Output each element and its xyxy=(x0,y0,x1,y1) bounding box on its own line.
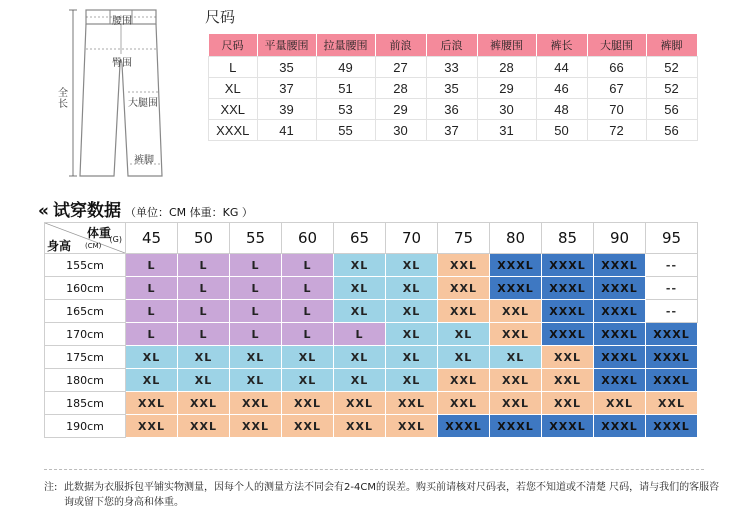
size-chart-row xyxy=(209,120,698,141)
weight-header: 45 xyxy=(126,223,178,254)
fit-size-cell: XL xyxy=(386,323,438,346)
fit-size-cell: XXXL xyxy=(542,254,594,277)
height-header: 165cm xyxy=(45,300,126,323)
waist-label: 腰围 xyxy=(112,16,132,27)
fit-size-cell: XL xyxy=(178,346,230,369)
fit-size-cell: XXL xyxy=(178,392,230,415)
size-chart-cell: XXXL xyxy=(209,120,258,141)
size-chart-cell: 46 xyxy=(536,78,587,99)
size-chart-cell: 35 xyxy=(257,57,316,78)
fit-size-cell: XXL xyxy=(542,392,594,415)
thigh-label: 大腿围 xyxy=(128,98,158,109)
size-chart-title: 尺码 xyxy=(205,8,236,26)
fit-size-cell: XXL xyxy=(542,346,594,369)
fit-grid-header-row xyxy=(45,223,698,254)
fit-grid-row xyxy=(45,415,698,438)
fit-size-cell: XXXL xyxy=(594,415,646,438)
fit-size-cell: L xyxy=(230,277,282,300)
fit-size-cell: -- xyxy=(646,277,698,300)
size-chart-cell: 52 xyxy=(646,57,697,78)
weight-header: 85 xyxy=(542,223,594,254)
fit-size-cell: XXXL xyxy=(542,323,594,346)
fit-size-cell: L xyxy=(126,300,178,323)
fit-size-cell: XL xyxy=(334,254,386,277)
size-chart-row xyxy=(209,99,698,120)
double-chevron-icon: « xyxy=(38,201,49,221)
fit-size-cell: XXL xyxy=(438,300,490,323)
fit-size-cell: XL xyxy=(334,346,386,369)
size-chart-cell: 27 xyxy=(375,57,426,78)
fit-size-cell: XXL xyxy=(386,392,438,415)
size-chart-cell: 67 xyxy=(587,78,646,99)
size-chart-header: 裤长 xyxy=(536,34,587,57)
fit-size-cell: L xyxy=(230,323,282,346)
size-chart-cell: 48 xyxy=(536,99,587,120)
fit-size-cell: XL xyxy=(178,369,230,392)
fit-size-cell: XXL xyxy=(334,415,386,438)
size-chart-row xyxy=(209,57,698,78)
fit-size-cell: XXXL xyxy=(594,323,646,346)
size-chart-cell: 33 xyxy=(426,57,477,78)
weight-header: 75 xyxy=(438,223,490,254)
fit-size-cell: XL xyxy=(438,323,490,346)
fit-data-title: 试穿数据 xyxy=(52,201,121,221)
fit-size-cell: L xyxy=(178,300,230,323)
weight-header: 65 xyxy=(334,223,386,254)
fit-size-cell: XL xyxy=(282,369,334,392)
fit-grid-corner xyxy=(45,223,126,254)
corner-height-unit: (CM) xyxy=(85,242,102,250)
fit-size-cell: XXL xyxy=(386,415,438,438)
fit-size-cell: XXXL xyxy=(594,369,646,392)
fit-grid-row xyxy=(45,392,698,415)
fit-size-cell: L xyxy=(178,323,230,346)
size-chart-cell: 66 xyxy=(587,57,646,78)
fit-size-cell: XL xyxy=(386,369,438,392)
fit-size-cell: XXXL xyxy=(490,254,542,277)
size-chart-cell: 50 xyxy=(536,120,587,141)
fit-data-unit: （单位：CM 体重：KG ） xyxy=(124,206,253,219)
fit-size-cell: L xyxy=(126,323,178,346)
fit-size-cell: XL xyxy=(334,369,386,392)
fit-data-heading xyxy=(38,196,253,221)
fit-size-cell: XXXL xyxy=(490,277,542,300)
fit-size-cell: XXL xyxy=(490,300,542,323)
size-chart-cell: 37 xyxy=(426,120,477,141)
fit-grid-row xyxy=(45,369,698,392)
height-header: 185cm xyxy=(45,392,126,415)
fit-grid-row xyxy=(45,346,698,369)
fit-size-cell: XXXL xyxy=(594,346,646,369)
fit-size-cell: XXL xyxy=(282,415,334,438)
fit-size-cell: L xyxy=(230,300,282,323)
fit-size-cell: L xyxy=(178,254,230,277)
fit-size-cell: XXXL xyxy=(594,277,646,300)
size-chart-cell: 55 xyxy=(316,120,375,141)
fit-size-cell: L xyxy=(126,277,178,300)
fit-size-cell: XXL xyxy=(490,392,542,415)
size-chart-cell: 51 xyxy=(316,78,375,99)
weight-header: 90 xyxy=(594,223,646,254)
fit-size-cell: XL xyxy=(386,277,438,300)
fit-size-cell: XXXL xyxy=(438,415,490,438)
pants-diagram xyxy=(40,4,190,184)
fit-size-cell: XXL xyxy=(594,392,646,415)
fit-size-cell: -- xyxy=(646,300,698,323)
weight-header: 80 xyxy=(490,223,542,254)
corner-weight-unit: (G) xyxy=(109,235,122,244)
fit-size-cell: XXXL xyxy=(594,254,646,277)
fit-size-cell: XXL xyxy=(126,415,178,438)
fit-size-cell: XXXL xyxy=(490,415,542,438)
size-chart-cell: XXL xyxy=(209,99,258,120)
fit-grid-row xyxy=(45,277,698,300)
fit-size-cell: XL xyxy=(490,346,542,369)
fit-size-cell: XXXL xyxy=(542,300,594,323)
size-chart-header: 裤腰围 xyxy=(477,34,536,57)
fit-size-cell: XXL xyxy=(178,415,230,438)
fit-grid-table xyxy=(44,222,698,438)
weight-header: 55 xyxy=(230,223,282,254)
size-chart-cell: 39 xyxy=(257,99,316,120)
fit-size-cell: L xyxy=(282,277,334,300)
height-header: 180cm xyxy=(45,369,126,392)
note-text: 此数据为衣服拆包平铺实物测量，因每个人的测量方法不同会有2-4CM的误差。购买前请核对尺码表，若您不知道或不清楚 尺码，请与我们的客服咨询或留下您的身高和体重。 xyxy=(64,482,720,508)
size-chart-cell: 49 xyxy=(316,57,375,78)
weight-header: 50 xyxy=(178,223,230,254)
size-chart-cell: L xyxy=(209,57,258,78)
note-label: 注: xyxy=(44,482,58,493)
corner-weight-label: 体重 xyxy=(86,226,111,240)
size-chart-header: 拉量腰围 xyxy=(316,34,375,57)
fit-size-cell: XXL xyxy=(438,277,490,300)
fit-size-cell: XL xyxy=(438,346,490,369)
size-chart-cell: 56 xyxy=(646,99,697,120)
fit-grid-row xyxy=(45,254,698,277)
fit-size-cell: L xyxy=(178,277,230,300)
fit-size-cell: XXL xyxy=(490,323,542,346)
fit-size-cell: XXL xyxy=(282,392,334,415)
fit-grid-row xyxy=(45,300,698,323)
fit-size-cell: XL xyxy=(386,300,438,323)
size-chart-cell: 56 xyxy=(646,120,697,141)
weight-header: 70 xyxy=(386,223,438,254)
fit-size-cell: L xyxy=(282,323,334,346)
fit-size-cell: L xyxy=(334,323,386,346)
size-chart-cell: 70 xyxy=(587,99,646,120)
fit-size-cell: XXXL xyxy=(542,415,594,438)
size-chart-cell: 44 xyxy=(536,57,587,78)
size-chart-cell: 28 xyxy=(477,57,536,78)
size-chart-cell: 53 xyxy=(316,99,375,120)
size-chart-cell: 41 xyxy=(257,120,316,141)
size-chart-cell: 28 xyxy=(375,78,426,99)
fit-size-cell: XL xyxy=(386,346,438,369)
size-chart-cell: 29 xyxy=(375,99,426,120)
fit-size-cell: L xyxy=(126,254,178,277)
size-chart-row xyxy=(209,78,698,99)
fit-size-cell: XL xyxy=(126,369,178,392)
size-chart-cell: 29 xyxy=(477,78,536,99)
size-chart-cell: 30 xyxy=(375,120,426,141)
size-chart-cell: XL xyxy=(209,78,258,99)
size-chart-cell: 72 xyxy=(587,120,646,141)
fit-size-cell: XXXL xyxy=(646,346,698,369)
height-header: 170cm xyxy=(45,323,126,346)
fit-size-cell: XXL xyxy=(334,392,386,415)
fit-size-cell: XXL xyxy=(230,415,282,438)
fit-grid-row xyxy=(45,323,698,346)
size-chart-cell: 30 xyxy=(477,99,536,120)
fit-size-cell: XL xyxy=(282,346,334,369)
fit-size-cell: L xyxy=(282,254,334,277)
size-chart-header: 裤脚 xyxy=(646,34,697,57)
fit-size-cell: XXXL xyxy=(594,300,646,323)
fit-size-cell: XXL xyxy=(438,392,490,415)
fit-size-cell: XL xyxy=(230,369,282,392)
size-chart-cell: 37 xyxy=(257,78,316,99)
fit-size-cell: XXXL xyxy=(542,277,594,300)
fit-size-cell: XXL xyxy=(646,392,698,415)
divider xyxy=(44,469,704,470)
height-header: 155cm xyxy=(45,254,126,277)
fit-size-cell: XL xyxy=(126,346,178,369)
fit-size-cell: XL xyxy=(386,254,438,277)
fit-size-cell: -- xyxy=(646,254,698,277)
fit-size-cell: XXXL xyxy=(646,369,698,392)
corner-height-label: 身高 xyxy=(47,239,72,253)
fit-size-cell: XL xyxy=(230,346,282,369)
height-header: 190cm xyxy=(45,415,126,438)
size-chart-header-row xyxy=(209,34,698,57)
fit-size-cell: XXXL xyxy=(646,323,698,346)
size-chart-header: 前浪 xyxy=(375,34,426,57)
size-chart-header: 平量腰围 xyxy=(257,34,316,57)
size-chart-cell: 35 xyxy=(426,78,477,99)
hip-label: 臀围 xyxy=(112,58,132,69)
fit-size-cell: XL xyxy=(334,277,386,300)
fit-size-cell: XXXL xyxy=(646,415,698,438)
fit-size-cell: XL xyxy=(334,300,386,323)
fit-size-cell: L xyxy=(230,254,282,277)
fit-size-cell: XXL xyxy=(438,254,490,277)
weight-header: 95 xyxy=(646,223,698,254)
size-chart-cell: 36 xyxy=(426,99,477,120)
size-chart-header: 大腿围 xyxy=(587,34,646,57)
size-chart-table xyxy=(208,34,698,141)
size-chart-header: 尺码 xyxy=(209,34,258,57)
height-header: 160cm xyxy=(45,277,126,300)
length-label: 全长 xyxy=(58,88,68,110)
fit-size-cell: XXL xyxy=(438,369,490,392)
fit-size-cell: XXL xyxy=(126,392,178,415)
weight-header: 60 xyxy=(282,223,334,254)
size-chart-cell: 31 xyxy=(477,120,536,141)
fit-size-cell: L xyxy=(282,300,334,323)
height-header: 175cm xyxy=(45,346,126,369)
size-chart-cell: 52 xyxy=(646,78,697,99)
fit-size-cell: XXL xyxy=(490,369,542,392)
fit-size-cell: XXL xyxy=(542,369,594,392)
hem-label: 裤脚 xyxy=(134,155,154,166)
size-chart-header: 后浪 xyxy=(426,34,477,57)
fit-size-cell: XXL xyxy=(230,392,282,415)
